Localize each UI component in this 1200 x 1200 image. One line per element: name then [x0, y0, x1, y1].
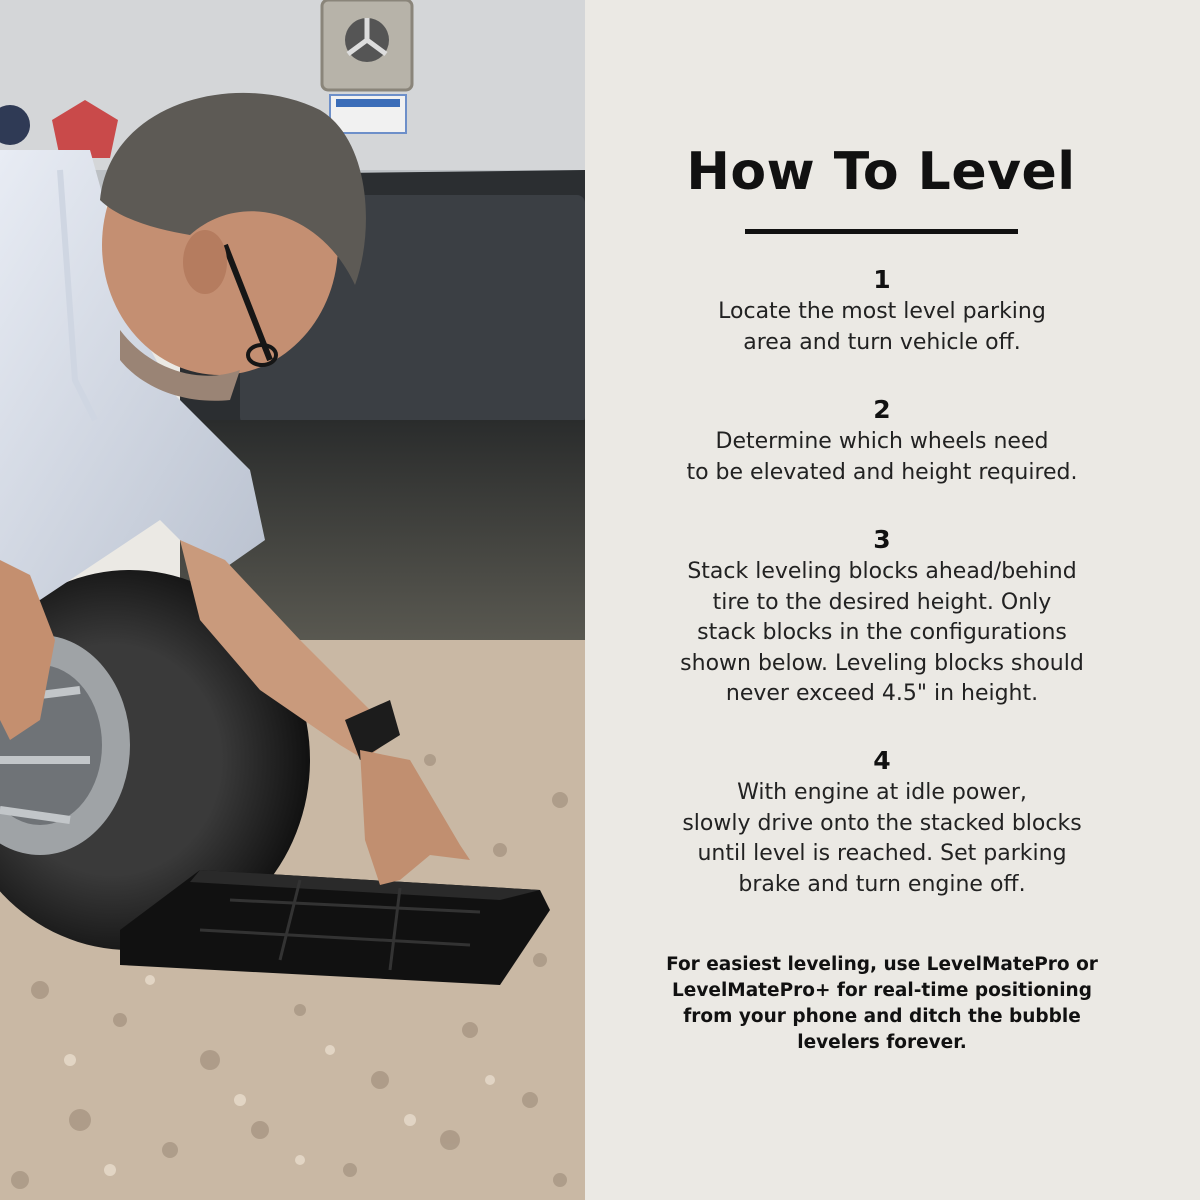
footer-note: For easiest leveling, use LevelMatePro or LevelMatePro+ for real-time positioning from your phone and ditch the bubble levelers forever. [666, 954, 1098, 1053]
step-4 [585, 746, 1179, 900]
page-title: How To Level [686, 142, 1076, 202]
step-number: 3 [873, 525, 891, 554]
step-number: 2 [873, 395, 891, 424]
step-2 [585, 395, 1179, 488]
instructions-panel [585, 0, 1200, 1200]
step-text: Determine which wheels need to be elevated and height required. [686, 429, 1078, 485]
step-number: 1 [873, 265, 891, 294]
title-underline [745, 229, 1018, 234]
step-1 [585, 265, 1179, 358]
step-number: 4 [873, 746, 891, 775]
step-text: With engine at idle power, slowly drive onto the stacked blocks until level is reached. Set parking brake and turn engine off. [682, 780, 1082, 897]
step-3 [585, 525, 1179, 710]
step-text: Locate the most level parking area and turn vehicle off. [718, 299, 1046, 355]
step-text: Stack leveling blocks ahead/behind tire to the desired height. Only stack blocks in the configurations shown below. Leveling blocks should never exceed 4.5" in height. [680, 559, 1084, 706]
photo-man-placing-leveling-blocks [0, 0, 585, 1200]
